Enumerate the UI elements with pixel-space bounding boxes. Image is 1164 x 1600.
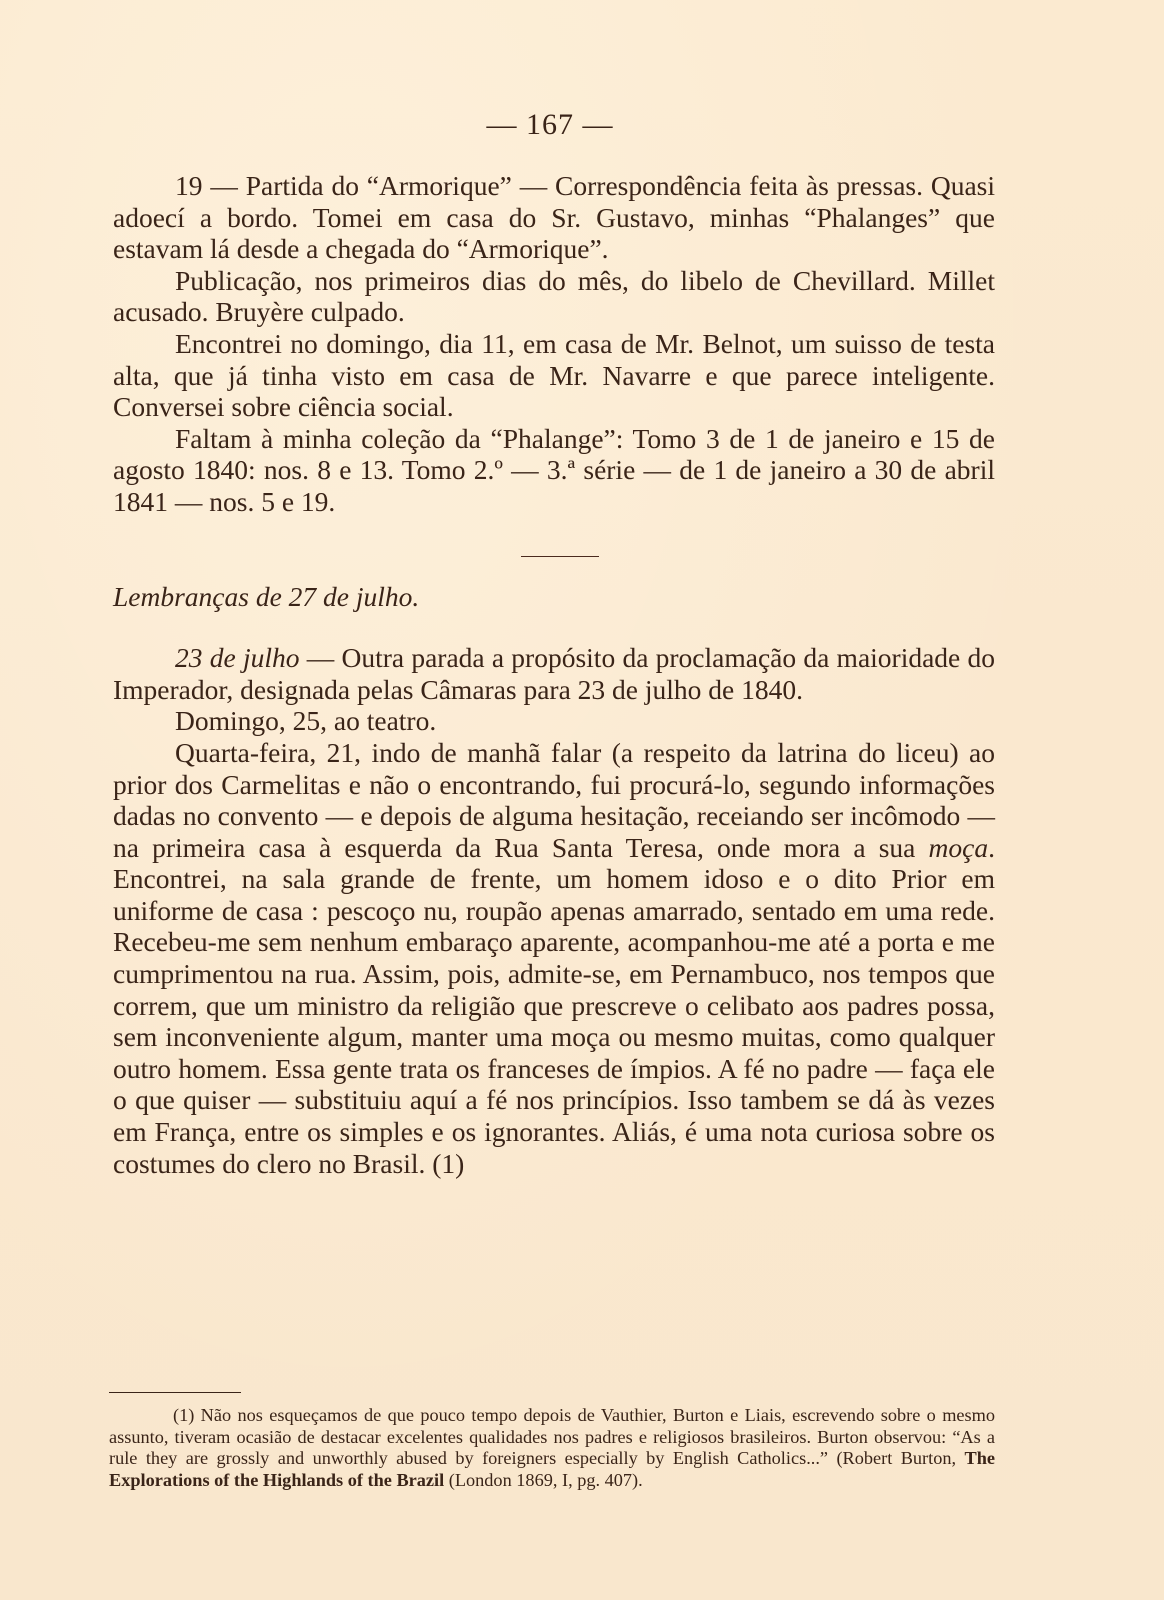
footnote [109, 1405, 995, 1491]
paragraph-encontro-belnot: Encontrei no domingo, dia 11, em casa de Mr. Belnot, um suisso de testa alta, que já tinha visto em casa de Mr. Navarre e que parece inteligente. Conversei sobre ciência social. [113, 327, 995, 423]
paragraph-colecao-phalange: Faltam à minha coleção da “Phalange”: Tomo 3 de 1 de janeiro e 15 de agosto 1840: nos. 8 e 13. Tomo 2.º — 3.ª série — de 1 de janeiro a 30 de abril 1841 — nos. 5 e 19. [113, 422, 995, 517]
section-heading: Lembranças de 27 de julho. [113, 580, 420, 612]
section-separator [521, 556, 599, 557]
paragraph-text: — Outra parada a propósito da proclamação da maioridade do Imperador, designada pelas Câmaras para 23 de julho de 1840. [113, 642, 995, 705]
body-text [113, 170, 995, 1179]
paragraph-23-julho [113, 642, 995, 705]
footnote-text-before: (1) Não nos esqueçamos de que pouco tempo depois de Vauthier, Burton e Liais, escrevendo sobre o mesmo assunto, tiveram ocasião de destacar excelentes qualidades nos padres e religiosos brasileiros. Burton observou: “As a rule they are grossly and unworthly abused by foreigners especially by English Catholics...” (Robert Burton, [109, 1405, 995, 1469]
paragraph-text-after: . Encontrei, na sala grande de frente, um homem idoso e o dito Prior em uniforme de casa : pescoço nu, roupão apenas amarrado, sentado em uma rede. Recebeu-me sem nenhum embaraço aparente, acompanhou-me até a porta e me cumprimentou na rua. Assim, pois, admite-se, em Pernambuco, nos tempos que correm, que um ministro da religião que prescreve o celibato aos padres possa, sem inconveniente algum, manter uma moça ou mesmo muitas, como qualquer outro homem. Essa gente trata os franceses de ímpios. A fé no padre — faça ele o que quiser — substituiu aquí a fé nos princípios. Isso tambem se dá às vezes em França, entre os simples e os ignorantes. Aliás, é uma nota curiosa sobre os costumes do clero no Brasil. (1) [113, 831, 995, 1179]
date-label: 23 de julho [175, 642, 300, 674]
page-number: — 167 — [486, 108, 614, 141]
emphasized-word: moça [928, 831, 989, 863]
paragraph-quarta-feira-prior [113, 737, 995, 1179]
paragraph-domingo-teatro: Domingo, 25, ao teatro. [175, 705, 437, 737]
footnote-1 [109, 1405, 995, 1491]
book-title: The Explorations of the Highlands of the Brazil [109, 1448, 995, 1490]
paragraph-partida-armorique: 19 — Partida do “Armorique” — Correspondência feita às pressas. Quasi adoecí a bordo. Tomei em casa do Sr. Gustavo, minhas “Phalanges” que estavam lá desde a chegada do “Armorique”. [113, 170, 995, 265]
paragraph-text-before: Quarta-feira, 21, indo de manhã falar (a respeito da latrina do liceu) ao prior dos Carmelitas e não o encontrando, fui procurá-lo, segundo informações dadas no convento — e depois de alguma hesitação, receiando ser incômodo — na primeira casa à esquerda da Rua Santa Teresa, onde mora a sua [113, 736, 995, 863]
footnote-text-after: (London 1869, I, pg. 407). [444, 1469, 643, 1490]
paragraph-publicacao-libelo: Publicação, nos primeiros dias do mês, do libelo de Chevillard. Millet acusado. Bruyère culpado. [113, 264, 995, 328]
footnote-rule [109, 1392, 241, 1393]
